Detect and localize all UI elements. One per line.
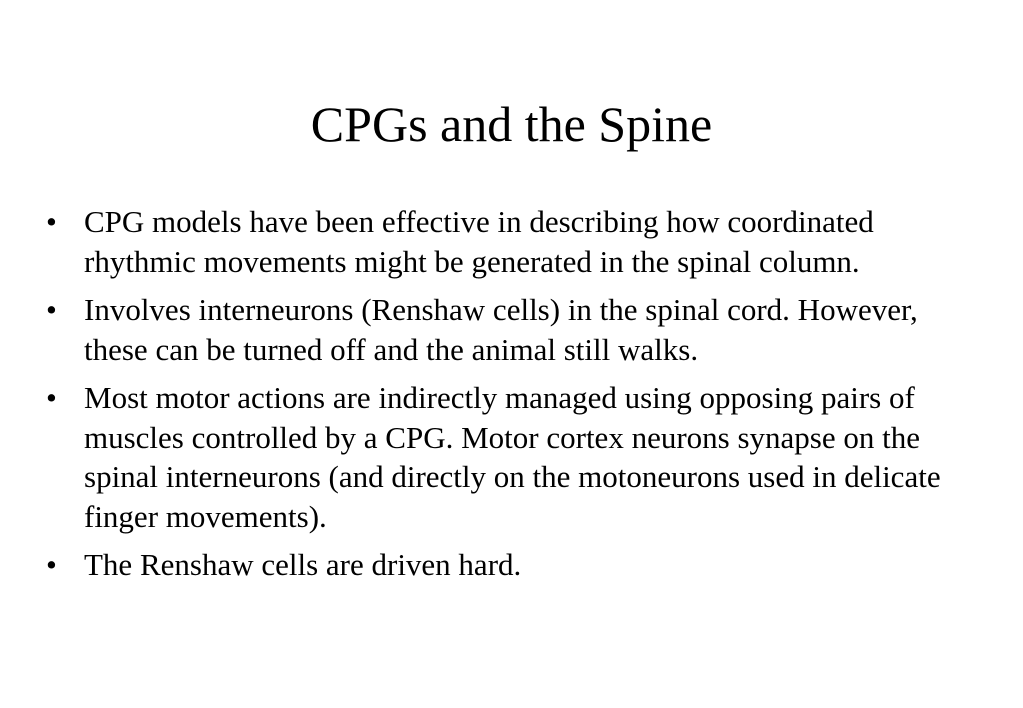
slide-title: CPGs and the Spine xyxy=(310,96,713,152)
bullet-icon: • xyxy=(46,380,57,415)
bullet-icon: • xyxy=(46,292,57,327)
bullet-text: Involves interneurons (Renshaw cells) in the spinal cord. However, these can be turned off and the animal still walks. xyxy=(84,292,918,367)
bullet-text: CPG models have been effective in describing how coordinated rhythmic movements might be generated in the spinal column. xyxy=(84,204,874,279)
bullet-item xyxy=(46,202,986,281)
bullet-item xyxy=(46,378,986,536)
bullet-item xyxy=(46,545,986,585)
bullet-text: The Renshaw cells are driven hard. xyxy=(84,547,522,582)
bullet-text: Most motor actions are indirectly managed using opposing pairs of muscles controlled by a CPG. Motor cortex neurons synapse on the spinal interneurons (and directly on the motoneurons used in delicate finger movements). xyxy=(84,380,941,534)
bullet-list xyxy=(46,202,986,594)
bullet-icon: • xyxy=(46,547,57,582)
bullet-item xyxy=(46,290,986,369)
bullet-icon: • xyxy=(46,204,57,239)
